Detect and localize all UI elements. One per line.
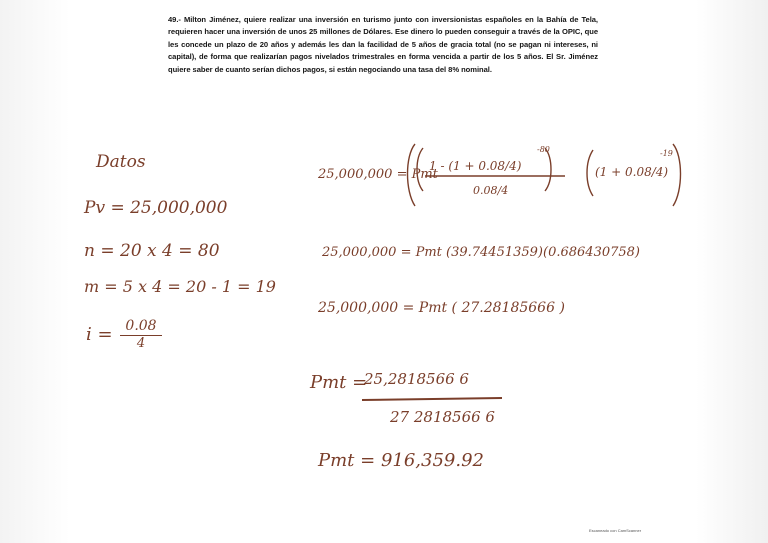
rate-label: i = bbox=[86, 324, 113, 345]
scanner-watermark: Escaneado con CamScanner bbox=[589, 528, 642, 533]
problem-statement: 49.- Milton Jiménez, quiere realizar una inversión en turismo junto con inversionistas españoles en la Bahía de Tela, requieren hacer una inversión de unos 25 millones de Dólares. Ese dinero lo pueden conseguir a través de la OPIC, que les concede un plazo de 20 años y además les dan la facilidad de 5 años de gracia total (no se pagan ni intereses, ni capital), de forma que realizarían pagos nivelados trimestrales en forma vencida a partir de los 5 años. El Sr. Jiménez quiere saber de cuanto serían dichos pagos, si están negociando una tasa del 8% nominal. bbox=[168, 15, 598, 74]
equation1-formula bbox=[405, 136, 705, 216]
eq1-factor: (1 + 0.08/4) bbox=[595, 165, 669, 179]
pmt-denominator: 27 2818566 6 bbox=[390, 408, 495, 426]
equation2: 25,000,000 = Pmt (39.74451359)(0.686430758) bbox=[322, 245, 640, 260]
rate-numerator: 0.08 bbox=[120, 318, 162, 336]
grace-periods-line: m = 5 x 4 = 20 - 1 = 19 bbox=[84, 277, 276, 296]
equation3: 25,000,000 = Pmt ( 27.28185666 ) bbox=[318, 300, 565, 316]
rate-denominator: 4 bbox=[136, 336, 146, 351]
periods-line: n = 20 x 4 = 80 bbox=[84, 241, 220, 261]
eq1-numerator: 1 - (1 + 0.08/4) bbox=[429, 159, 522, 173]
pmt-numerator: 25,2818566 6 bbox=[364, 370, 469, 388]
pmt-fraction-bar bbox=[362, 397, 502, 401]
scan-edge-right bbox=[696, 0, 768, 543]
pmt-result: Pmt = 916,359.92 bbox=[318, 450, 484, 471]
eq1-exponent: -80 bbox=[537, 145, 550, 154]
eq1-factor-exponent: -19 bbox=[660, 149, 673, 158]
rate-fraction bbox=[120, 318, 162, 351]
pmt-label: Pmt = bbox=[310, 372, 368, 393]
present-value-line: Pv = 25,000,000 bbox=[84, 198, 228, 218]
datos-heading: Datos bbox=[96, 152, 146, 172]
scan-edge-left bbox=[0, 0, 70, 543]
eq1-denominator: 0.08/4 bbox=[473, 184, 509, 197]
equation1-left: 25,000,000 = Pmt bbox=[318, 167, 438, 182]
